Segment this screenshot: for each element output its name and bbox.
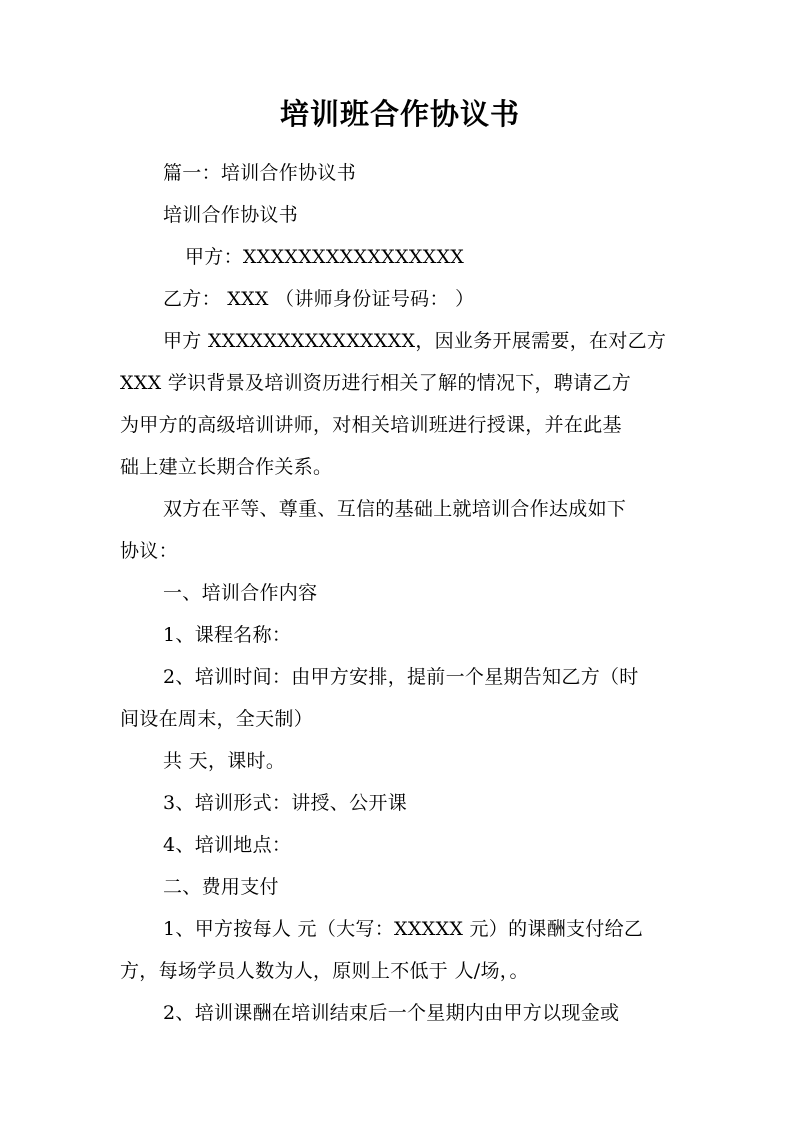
party-b-line: 乙方： XXX （讲师身份证号码： ） [163, 288, 475, 310]
subtitle-agreement: 培训合作协议书 [163, 204, 299, 226]
section-heading-payment: 二、费用支付 [163, 876, 279, 898]
paragraph-line: 协议： [120, 540, 178, 562]
document-title: 培训班合作协议书 [279, 97, 520, 131]
item-training-format: 3、培训形式：讲授、公开课 [163, 792, 407, 814]
item-days-hours: 共 天，课时。 [163, 750, 286, 772]
item-course-name: 1、课程名称： [163, 624, 292, 646]
item-training-location: 4、培训地点： [163, 834, 292, 856]
paragraph-line: 甲方 XXXXXXXXXXXXXXX，因业务开展需要，在对乙方 [163, 330, 667, 352]
item-payment-timing: 2、培训课酬在培训结束后一个星期内由甲方以现金或 [163, 1002, 620, 1024]
section-heading-content: 一、培训合作内容 [163, 582, 318, 604]
paragraph-line: 双方在平等、尊重、互信的基础上就培训合作达成如下 [163, 498, 627, 520]
paragraph-line: XXX 学识背景及培训资历进行相关了解的情况下，聘请乙方 [120, 372, 632, 394]
party-a-line: 甲方：XXXXXXXXXXXXXXXX [185, 246, 465, 268]
paragraph-line: 方，每场学员人数为人，原则上不低于 人/场，。 [120, 960, 529, 982]
paragraph-line: 础上建立长期合作关系。 [120, 456, 333, 478]
paragraph-line: 间设在周末，全天制） [120, 708, 314, 730]
section-heading-chapter-one: 篇一：培训合作协议书 [163, 162, 357, 184]
item-payment-rate: 1、甲方按每人 元（大写：XXXXX 元）的课酬支付给乙 [163, 918, 644, 940]
item-training-time: 2、培训时间：由甲方安排，提前一个星期告知乙方（时 [163, 666, 639, 688]
paragraph-line: 为甲方的高级培训讲师，对相关培训班进行授课，并在此基 [120, 414, 622, 436]
